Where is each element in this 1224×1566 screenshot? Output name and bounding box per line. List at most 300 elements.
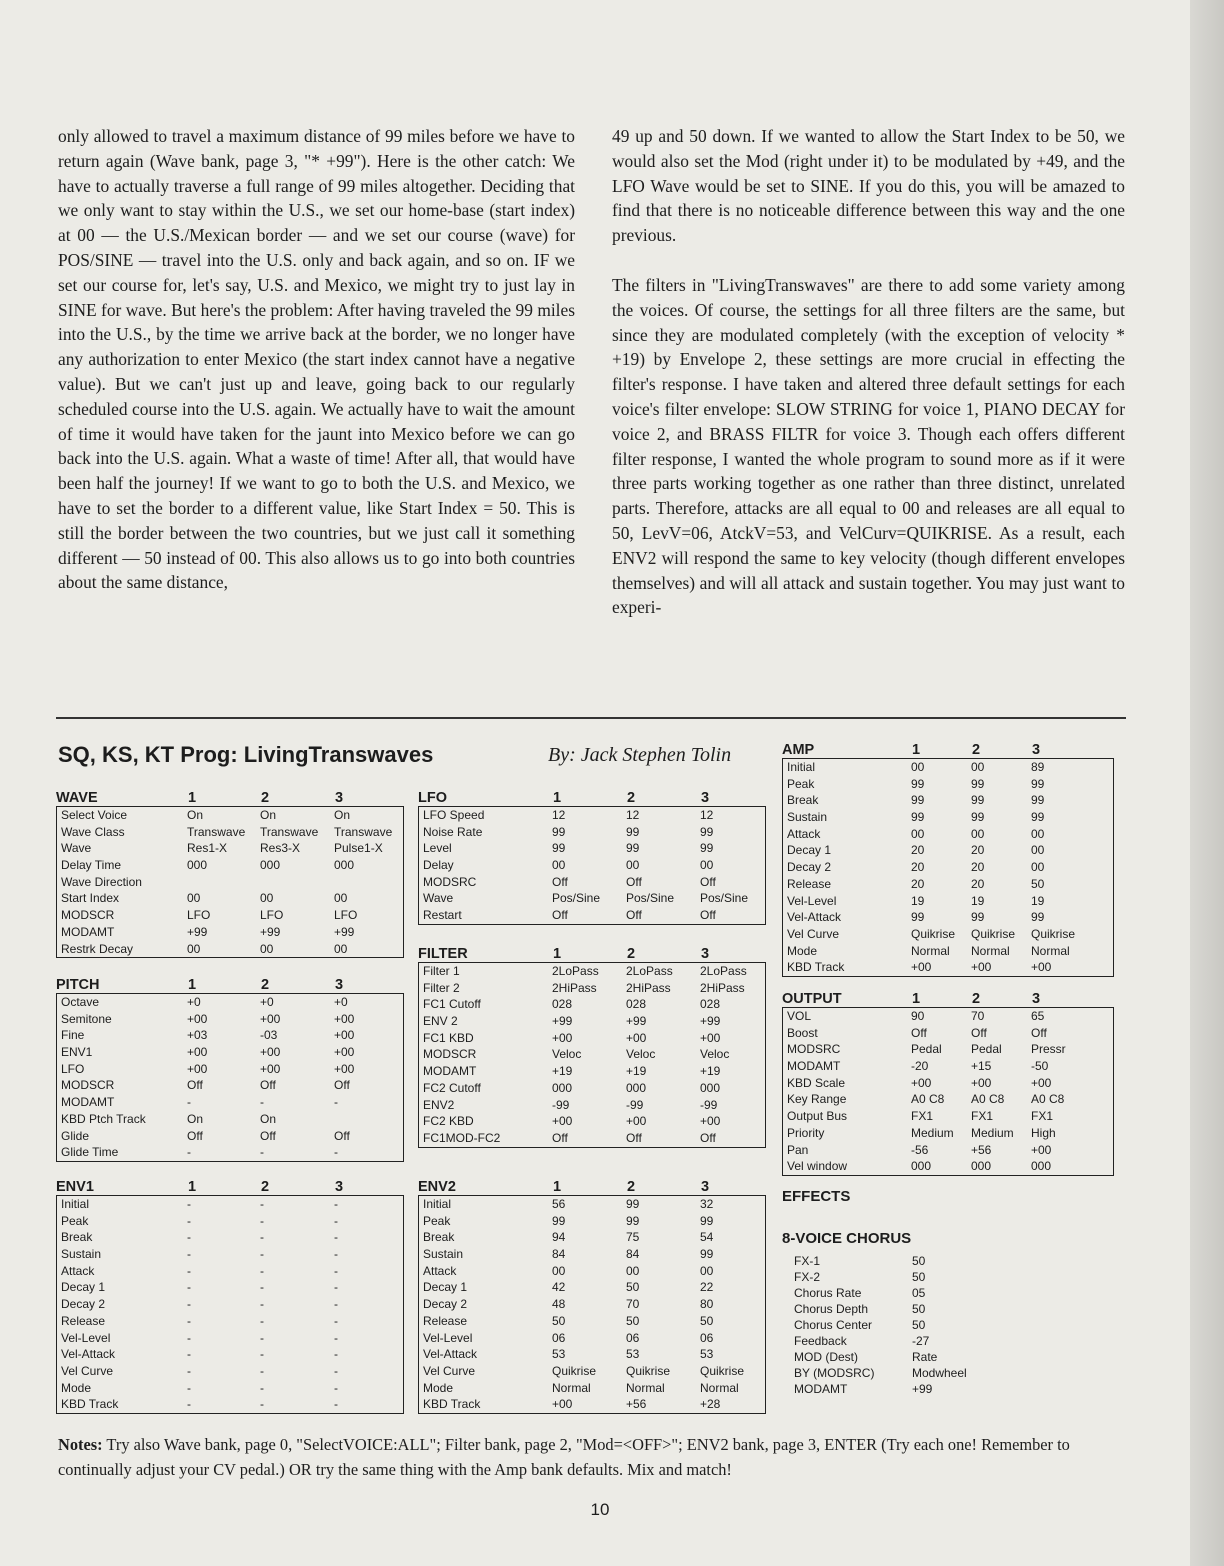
table-row xyxy=(57,1094,403,1111)
param-value: 00 xyxy=(334,891,348,906)
column-header: 1 xyxy=(188,790,197,806)
table-row xyxy=(57,924,403,941)
table-header xyxy=(56,977,404,993)
param-value: 028 xyxy=(700,997,721,1012)
param-value: 50 xyxy=(912,1302,926,1316)
table-row xyxy=(57,907,403,924)
section-divider xyxy=(56,717,1126,719)
param-label: Decay 2 xyxy=(423,1297,468,1312)
param-value: - xyxy=(334,1397,338,1412)
table-header xyxy=(782,742,1114,758)
param-label: Vel-Level xyxy=(787,893,837,908)
table-row xyxy=(419,1196,765,1213)
param-label: Delay Time xyxy=(61,858,122,873)
param-label: MODSCR xyxy=(423,1047,477,1062)
param-value: Quikrise xyxy=(626,1363,671,1378)
param-label: Chorus Rate xyxy=(794,1286,862,1300)
param-value: +00 xyxy=(700,1114,721,1129)
param-value: LFO xyxy=(334,908,358,923)
param-value: - xyxy=(260,1263,264,1278)
table-row xyxy=(419,1080,765,1097)
param-label: MODSCR xyxy=(61,908,115,923)
column-header: 1 xyxy=(553,1179,562,1195)
table-row xyxy=(419,1113,765,1130)
param-value: 00 xyxy=(700,1263,714,1278)
table-title: AMP xyxy=(782,742,815,758)
param-value: +00 xyxy=(334,1028,355,1043)
param-value: FX1 xyxy=(971,1109,994,1124)
param-value: 00 xyxy=(971,826,985,841)
param-label: Sustain xyxy=(787,810,828,825)
param-value: +56 xyxy=(971,1142,992,1157)
param-value: 20 xyxy=(911,860,925,875)
column-header: 2 xyxy=(972,742,981,758)
param-value: Pos/Sine xyxy=(700,891,749,906)
param-value: 53 xyxy=(700,1347,714,1362)
table-row xyxy=(57,824,403,841)
param-value: Res3-X xyxy=(260,841,301,856)
param-label: MODSCR xyxy=(61,1078,115,1093)
table-row xyxy=(57,1027,403,1044)
column-header: 3 xyxy=(701,946,710,962)
param-label: Key Range xyxy=(787,1092,847,1107)
param-label: LFO Speed xyxy=(423,808,485,822)
column-header: 2 xyxy=(972,991,981,1007)
param-value: +00 xyxy=(334,1011,355,1026)
param-value: Off xyxy=(260,1078,276,1093)
column-header: 1 xyxy=(188,977,197,993)
param-value: 20 xyxy=(971,876,985,891)
column-header: 1 xyxy=(553,946,562,962)
table-row xyxy=(419,1346,765,1363)
param-value: 00 xyxy=(334,941,348,956)
table-row xyxy=(783,759,1113,776)
program-title: SQ, KS, KT Prog: LivingTranswaves xyxy=(58,742,434,767)
table-header xyxy=(418,1179,766,1195)
param-label: Select Voice xyxy=(61,808,128,822)
column-header: 3 xyxy=(335,1179,344,1195)
param-label: Chorus Depth xyxy=(794,1302,869,1316)
param-value: +00 xyxy=(1031,1142,1052,1157)
table-row xyxy=(57,1396,403,1413)
param-value: 99 xyxy=(552,824,566,839)
table-row xyxy=(419,1279,765,1296)
param-value: 000 xyxy=(1031,1159,1052,1174)
table-title: ENV1 xyxy=(56,1179,94,1195)
param-label: KBD Track xyxy=(61,1397,119,1412)
param-value: Off xyxy=(552,1130,568,1145)
param-label: Initial xyxy=(423,1197,452,1211)
param-value: -99 xyxy=(552,1097,570,1112)
param-value: 75 xyxy=(626,1230,640,1245)
param-value: LFO xyxy=(187,908,211,923)
param-value: 12 xyxy=(552,808,566,822)
param-value: +99 xyxy=(552,1014,573,1029)
table-title: ENV2 xyxy=(418,1179,456,1195)
column-header: 3 xyxy=(1032,991,1041,1007)
param-value: 000 xyxy=(187,858,208,873)
param-value: +19 xyxy=(700,1064,721,1079)
table-row xyxy=(57,1279,403,1296)
param-value: 00 xyxy=(1031,843,1045,858)
table-row xyxy=(419,1130,765,1147)
param-label: Glide Time xyxy=(61,1145,119,1160)
table-row xyxy=(419,874,765,891)
param-label: Decay 1 xyxy=(61,1280,106,1295)
table-row xyxy=(419,1296,765,1313)
param-value: - xyxy=(187,1347,191,1362)
param-value: Off xyxy=(971,1025,987,1040)
table-row xyxy=(419,840,765,857)
param-value: +00 xyxy=(911,960,932,975)
param-value: 00 xyxy=(626,1263,640,1278)
amp-table xyxy=(782,742,1114,977)
param-value: 32 xyxy=(700,1197,714,1211)
table-title: PITCH xyxy=(56,977,100,993)
table-row xyxy=(783,959,1113,976)
param-value: - xyxy=(334,1247,338,1262)
param-value: - xyxy=(334,1313,338,1328)
param-value: 20 xyxy=(971,860,985,875)
table-row xyxy=(419,807,765,824)
table-row xyxy=(783,1041,1113,1058)
param-label: Release xyxy=(61,1313,106,1328)
table-row xyxy=(783,876,1113,893)
param-value: 48 xyxy=(552,1297,566,1312)
param-value: Off xyxy=(626,874,642,889)
param-value: 000 xyxy=(971,1159,992,1174)
table-body xyxy=(56,1195,404,1414)
table-row xyxy=(419,1380,765,1397)
param-label: Release xyxy=(423,1313,468,1328)
table-row xyxy=(57,1144,403,1161)
table-row xyxy=(783,1058,1113,1075)
param-value: - xyxy=(187,1397,191,1412)
param-value: 2HiPass xyxy=(626,980,671,995)
param-label: ENV 2 xyxy=(423,1014,458,1029)
param-value: - xyxy=(334,1213,338,1228)
column-header: 2 xyxy=(261,1179,270,1195)
param-value: - xyxy=(260,1280,264,1295)
column-header: 2 xyxy=(627,790,636,806)
param-value: +19 xyxy=(552,1064,573,1079)
param-label: FX-2 xyxy=(794,1270,821,1284)
table-row xyxy=(57,941,403,958)
article-right-column xyxy=(612,124,1125,620)
param-value: +00 xyxy=(260,1061,281,1076)
column-header: 1 xyxy=(188,1179,197,1195)
table-row xyxy=(419,1330,765,1347)
page-number: 10 xyxy=(590,1500,610,1519)
table-row xyxy=(419,996,765,1013)
table-row xyxy=(57,1380,403,1397)
param-label: Fine xyxy=(61,1028,85,1043)
page-edge xyxy=(1190,0,1224,1566)
param-value: 22 xyxy=(700,1280,714,1295)
param-value: 53 xyxy=(552,1347,566,1362)
param-label: Start Index xyxy=(61,891,120,906)
notes-text: Try also Wave bank, page 0, "SelectVOICE:ALL"; Filter bank, page 2, "Mod=<OFF>"; ENV2 bank, page 3, ENTER (Try each one! Remember to continually adjust your CV pedal.) OR try the same thing with the Amp bank defaults. Mix and match! xyxy=(58,1435,1070,1479)
table-row xyxy=(419,1213,765,1230)
table-row xyxy=(783,909,1113,926)
param-value: On xyxy=(260,808,277,822)
param-value: - xyxy=(334,1280,338,1295)
param-label: FC2 KBD xyxy=(423,1114,474,1129)
param-value: Normal xyxy=(700,1380,739,1395)
notes xyxy=(58,1432,1128,1482)
chorus-section xyxy=(782,1230,1112,1397)
chorus-row xyxy=(782,1365,1112,1381)
param-value: Normal xyxy=(626,1380,665,1395)
param-value: - xyxy=(187,1380,191,1395)
param-label: Wave Class xyxy=(61,824,125,839)
column-header: 3 xyxy=(335,977,344,993)
param-label: Output Bus xyxy=(787,1109,848,1124)
param-value: 94 xyxy=(552,1230,566,1245)
param-value: 000 xyxy=(552,1080,573,1095)
param-value: - xyxy=(334,1095,338,1110)
param-label: Wave xyxy=(423,891,454,906)
param-value: +00 xyxy=(971,960,992,975)
article-paragraph: only allowed to travel a maximum distance of 99 miles before we have to return again (Wave bank, page 3, "* +99"). Here is the other catch: We have to actually traverse a full range of 99 miles altogether. Deciding that we only want to stay within the U.S., we set our home-base (start index) at 00 — the U.S./Mexican border — and we set our course (wave) for POS/SINE — travel into the U.S. only and back again, and so on. IF we set our course for, let's say, U.S. and Mexico, we might try to just lay in SINE for wave. But here's the problem: After having traveled the 99 miles into the U.S., by the time we arrive back at the border, we no longer have any authorization to enter Mexico (the start index cannot have a negative value). But we can't just up and leave, going back to our regularly scheduled course into the U.S. again. We actually have to wait the amount of time it would have taken for the jaunt into Mexico before we can go back into the U.S. again. What a waste of time! After all, that would have been half the journey! If we want to go to both the U.S. and Mexico, we have to set the border to a different value, like Start Index = 50. This is still the border between the two countries, but we just call it something different — 50 instead of 00. This also allows us to go into both countries about the same distance, xyxy=(58,126,575,593)
param-value: 50 xyxy=(626,1280,640,1295)
param-value: 00 xyxy=(911,826,925,841)
param-value: - xyxy=(187,1095,191,1110)
column-header: 1 xyxy=(553,790,562,806)
param-value: A0 C8 xyxy=(911,1092,945,1107)
param-value: - xyxy=(187,1247,191,1262)
param-value: 00 xyxy=(187,891,201,906)
column-header: 2 xyxy=(261,790,270,806)
param-value: 00 xyxy=(187,941,201,956)
param-value: Off xyxy=(911,1025,927,1040)
param-value: Pedal xyxy=(911,1042,942,1057)
param-value: - xyxy=(187,1330,191,1345)
param-value: 00 xyxy=(1031,860,1045,875)
param-value: 99 xyxy=(626,824,640,839)
param-value: 00 xyxy=(911,760,925,774)
param-value: 12 xyxy=(700,808,714,822)
param-value: 05 xyxy=(912,1286,926,1300)
param-value: 50 xyxy=(912,1318,926,1332)
table-row xyxy=(57,1246,403,1263)
param-value: 99 xyxy=(971,810,985,825)
table-row xyxy=(419,1097,765,1114)
notes-label: Notes: xyxy=(58,1435,103,1454)
param-value: - xyxy=(187,1230,191,1245)
param-value: +15 xyxy=(971,1059,992,1074)
table-row xyxy=(419,980,765,997)
param-value: Rate xyxy=(912,1350,938,1364)
table-row xyxy=(57,1077,403,1094)
param-value: +00 xyxy=(1031,1075,1052,1090)
param-value: - xyxy=(334,1197,338,1211)
param-label: Octave xyxy=(61,995,100,1009)
param-value: Off xyxy=(334,1128,350,1143)
param-label: MODAMT xyxy=(61,924,115,939)
env2-table xyxy=(418,1179,766,1414)
article-left-column xyxy=(58,124,575,595)
column-header: 1 xyxy=(912,742,921,758)
param-label: Vel Curve xyxy=(423,1363,476,1378)
param-label: Boost xyxy=(787,1025,818,1040)
table-row xyxy=(57,1296,403,1313)
output-table xyxy=(782,991,1114,1176)
table-row xyxy=(57,994,403,1011)
pitch-table xyxy=(56,977,404,1162)
param-label: Sustain xyxy=(61,1247,102,1262)
param-value: 00 xyxy=(700,858,714,873)
param-value: 80 xyxy=(700,1297,714,1312)
param-value: +00 xyxy=(187,1061,208,1076)
param-value: +99 xyxy=(912,1382,933,1396)
param-value: 028 xyxy=(626,997,647,1012)
param-value: +00 xyxy=(1031,960,1052,975)
param-label: Vel Curve xyxy=(787,926,840,941)
param-label: MODSRC xyxy=(787,1042,841,1057)
table-row xyxy=(57,1011,403,1028)
param-value: +0 xyxy=(187,995,201,1009)
param-value: 70 xyxy=(971,1009,985,1023)
param-value: +00 xyxy=(700,1030,721,1045)
lfo-table xyxy=(418,790,766,925)
table-body xyxy=(418,806,766,925)
param-value: Off xyxy=(552,908,568,923)
param-value: - xyxy=(334,1380,338,1395)
param-value: Transwave xyxy=(260,824,319,839)
param-value: Quikrise xyxy=(1031,926,1076,941)
table-row xyxy=(57,1229,403,1246)
table-row xyxy=(57,857,403,874)
table-body xyxy=(418,962,766,1148)
param-value: 19 xyxy=(971,893,985,908)
param-value: - xyxy=(187,1297,191,1312)
param-label: MODSRC xyxy=(423,874,477,889)
param-label: Restrk Decay xyxy=(61,941,134,956)
param-label: Priority xyxy=(787,1125,825,1140)
param-label: Break xyxy=(787,793,819,808)
param-value: Veloc xyxy=(552,1047,582,1062)
param-label: MODAMT xyxy=(61,1095,115,1110)
table-row xyxy=(783,842,1113,859)
param-value: 00 xyxy=(971,760,985,774)
param-value: +00 xyxy=(187,1045,208,1060)
param-label: Noise Rate xyxy=(423,824,483,839)
param-label: MODAMT xyxy=(787,1059,841,1074)
param-value: 89 xyxy=(1031,760,1045,774)
param-label: Peak xyxy=(787,776,815,791)
param-value: 2HiPass xyxy=(552,980,597,995)
table-row xyxy=(57,1196,403,1213)
param-value: A0 C8 xyxy=(971,1092,1005,1107)
param-value: 000 xyxy=(260,858,281,873)
param-value: +0 xyxy=(334,995,348,1009)
table-body xyxy=(56,806,404,958)
param-value: Pulse1-X xyxy=(334,841,383,856)
table-row xyxy=(783,826,1113,843)
param-value: +99 xyxy=(187,924,208,939)
table-row xyxy=(783,776,1113,793)
param-value: 20 xyxy=(911,843,925,858)
column-header: 2 xyxy=(627,946,636,962)
param-value: Medium xyxy=(911,1125,954,1140)
param-value: +99 xyxy=(260,924,281,939)
param-value: 99 xyxy=(971,910,985,925)
param-value: Off xyxy=(187,1078,203,1093)
param-value: Quikrise xyxy=(552,1363,597,1378)
param-value: Off xyxy=(700,908,716,923)
param-value: 84 xyxy=(626,1247,640,1262)
param-label: Semitone xyxy=(61,1011,112,1026)
param-value: Veloc xyxy=(700,1047,730,1062)
table-row xyxy=(57,1313,403,1330)
param-label: Mode xyxy=(787,943,818,958)
param-value: 19 xyxy=(911,893,925,908)
column-header: 3 xyxy=(335,790,344,806)
table-row xyxy=(783,943,1113,960)
param-label: FX-1 xyxy=(794,1254,821,1268)
param-value: - xyxy=(334,1347,338,1362)
param-value: 99 xyxy=(552,1213,566,1228)
chorus-row xyxy=(782,1349,1112,1365)
param-label: FC1MOD-FC2 xyxy=(423,1130,501,1145)
param-value: - xyxy=(187,1197,191,1211)
table-row xyxy=(57,874,403,891)
param-value: -27 xyxy=(912,1334,930,1348)
param-value: +28 xyxy=(700,1397,721,1412)
param-value: 56 xyxy=(552,1197,566,1211)
param-value: 99 xyxy=(1031,793,1045,808)
table-row xyxy=(419,824,765,841)
table-row xyxy=(419,1396,765,1413)
param-label: KBD Track xyxy=(787,960,845,975)
param-value: - xyxy=(187,1313,191,1328)
param-value: 20 xyxy=(971,843,985,858)
param-value: - xyxy=(334,1230,338,1245)
param-value: 50 xyxy=(626,1313,640,1328)
param-label: Delay xyxy=(423,858,454,873)
param-value: 70 xyxy=(626,1297,640,1312)
chorus-row xyxy=(782,1333,1112,1349)
param-label: Attack xyxy=(423,1263,457,1278)
param-value: Off xyxy=(626,1130,642,1145)
param-value: Off xyxy=(1031,1025,1047,1040)
param-value: 99 xyxy=(911,810,925,825)
column-header: 3 xyxy=(701,790,710,806)
param-value: 84 xyxy=(552,1247,566,1262)
table-header xyxy=(56,790,404,806)
param-value: +00 xyxy=(971,1075,992,1090)
param-value: Quikrise xyxy=(700,1363,745,1378)
table-row xyxy=(783,1142,1113,1159)
param-label: Attack xyxy=(787,826,821,841)
param-value: 50 xyxy=(1031,876,1045,891)
param-value: - xyxy=(260,1145,264,1160)
param-value: - xyxy=(260,1230,264,1245)
effects-heading xyxy=(782,1188,850,1205)
param-value: Quikrise xyxy=(911,926,956,941)
table-row xyxy=(57,1111,403,1128)
param-label: Peak xyxy=(423,1213,451,1228)
table-row xyxy=(419,857,765,874)
column-header: 2 xyxy=(627,1179,636,1195)
param-value: -50 xyxy=(1031,1059,1049,1074)
column-header: 3 xyxy=(701,1179,710,1195)
param-label: Break xyxy=(423,1230,455,1245)
param-value: - xyxy=(260,1397,264,1412)
table-title: OUTPUT xyxy=(782,991,842,1007)
param-value: - xyxy=(260,1347,264,1362)
